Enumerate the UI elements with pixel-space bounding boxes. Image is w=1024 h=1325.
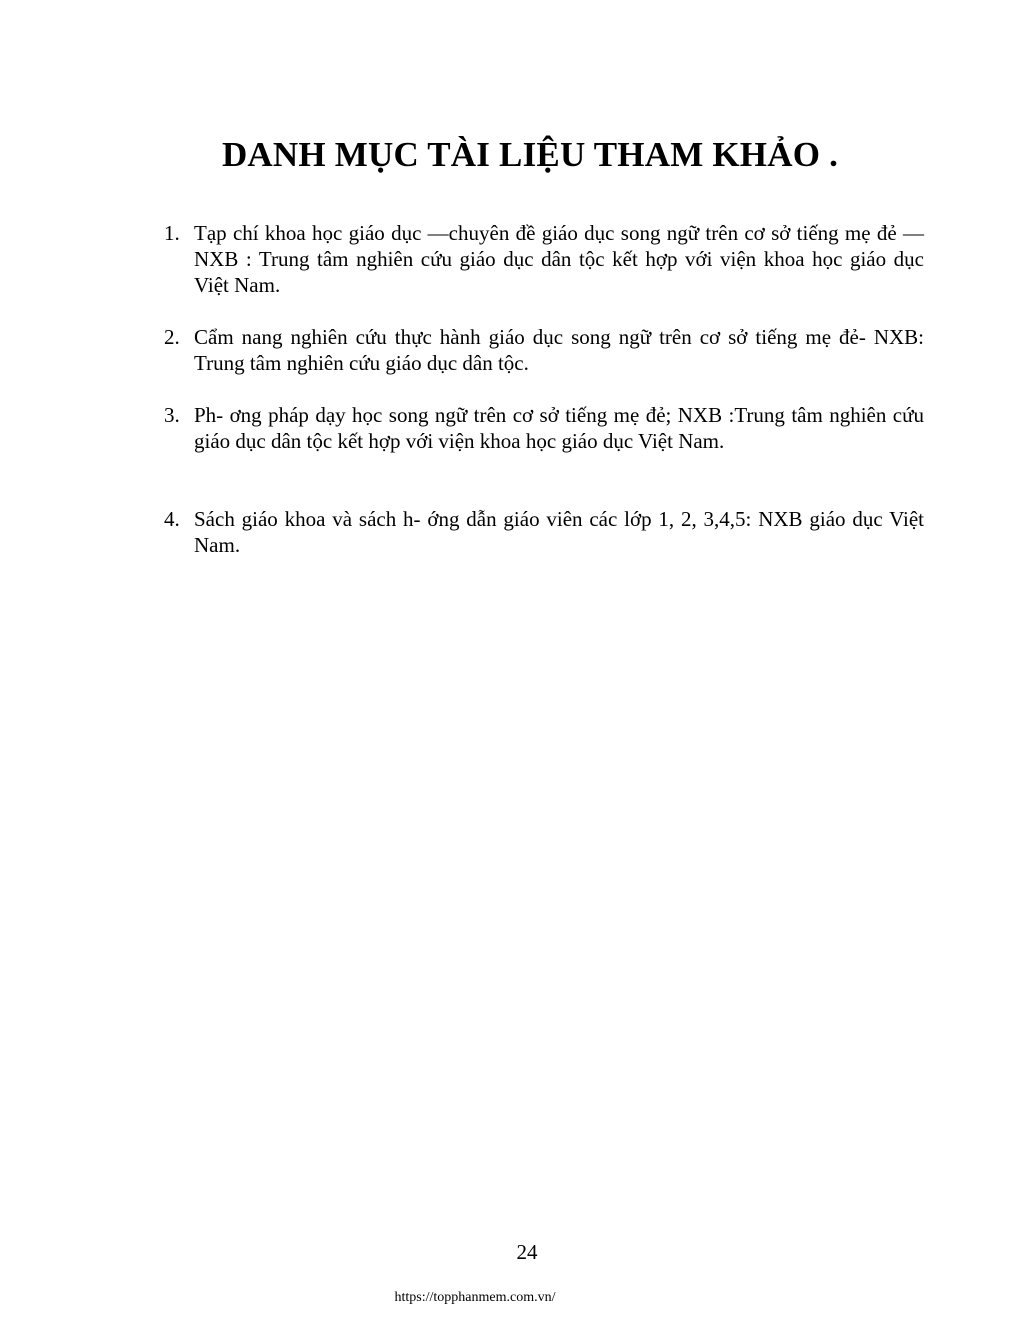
list-item	[164, 324, 924, 376]
page-title: DANH MỤC TÀI LIỆU THAM KHẢO .	[221, 135, 839, 174]
reference-text: Ph- ơng pháp dạy học song ngữ trên cơ sở tiếng mẹ đẻ; NXB :Trung tâm nghiên cứu giáo dục dân tộc kết hợp với viện khoa học giáo dục Việt Nam.	[194, 403, 924, 453]
reference-number: 2.	[164, 325, 180, 349]
list-item	[164, 402, 924, 454]
reference-number: 3.	[164, 403, 180, 427]
reference-text: Tạp chí khoa học giáo dục —chuyên đề giáo dục song ngữ trên cơ sở tiếng mẹ đẻ — NXB : Trung tâm nghiên cứu giáo dục dân tộc kết hợp với viện khoa học giáo dục Việt Nam.	[194, 221, 924, 297]
page-number: 24	[516, 1240, 538, 1264]
footer-url[interactable]: https://topphanmem.com.vn/	[394, 1290, 556, 1305]
reference-number: 4.	[164, 507, 180, 531]
reference-text: Cẩm nang nghiên cứu thực hành giáo dục song ngữ trên cơ sở tiếng mẹ đẻ- NXB: Trung tâm nghiên cứu giáo dục dân tộc.	[194, 325, 924, 375]
list-item	[164, 506, 924, 558]
list-item	[164, 220, 924, 298]
reference-text: Sách giáo khoa và sách h- ớng dẫn giáo viên các lớp 1, 2, 3,4,5: NXB giáo dục Việt Nam.	[194, 507, 924, 557]
reference-number: 1.	[164, 221, 180, 245]
